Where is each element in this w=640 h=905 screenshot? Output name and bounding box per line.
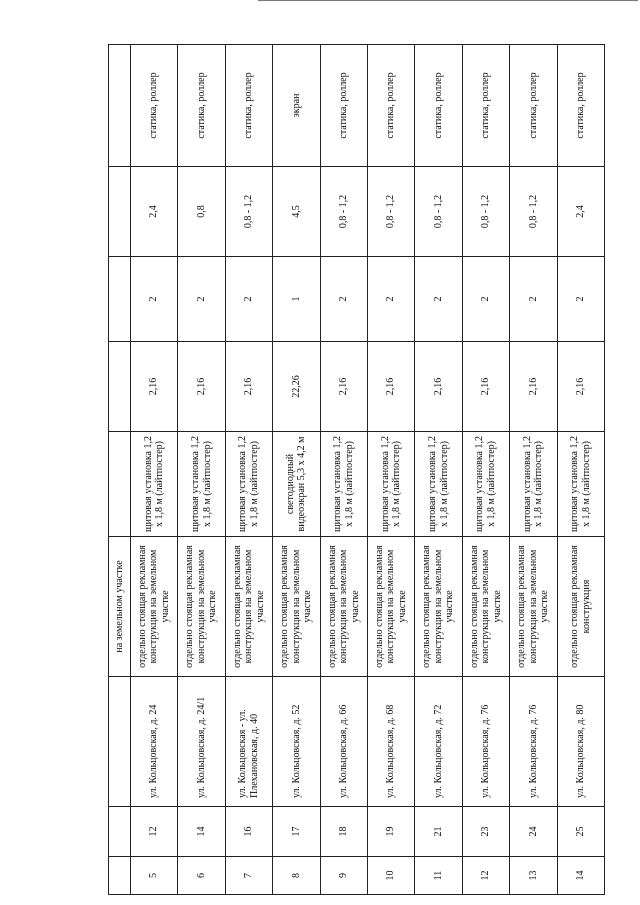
table-row — [225, 45, 272, 895]
table-row — [273, 45, 320, 895]
cell-address: ул. Кольцовская - ул. Плехановская, д. 40 — [225, 677, 272, 807]
cell-num: 16 — [225, 807, 272, 857]
cell-num: 12 — [131, 807, 178, 857]
cell-area: 2,16 — [462, 342, 509, 432]
cell-total — [109, 167, 131, 257]
cell-sides: 2 — [367, 257, 414, 342]
cell-n: 9 — [320, 857, 367, 895]
cell-address — [109, 677, 131, 807]
cell-placement: отдельно стоящая рекламная конструкция на земельном участке — [225, 537, 272, 677]
cell-total: 2,4 — [557, 167, 604, 257]
cell-total: 2,4 — [131, 167, 178, 257]
cell-type — [109, 432, 131, 537]
cell-sides: 2 — [415, 257, 462, 342]
cell-placement: отдельно стоящая рекламная конструкция на земельном участке — [273, 537, 320, 677]
cell-address: ул. Кольцовская, д. 72 — [415, 677, 462, 807]
cell-area: 2,16 — [510, 342, 557, 432]
cell-type: щитовая установка 1,2 х 1,8 м (лайтпостер) — [178, 432, 225, 537]
cell-type: щитовая установка 1,2 х 1,8 м (лайтпостер) — [462, 432, 509, 537]
cell-sides: 2 — [462, 257, 509, 342]
cell-n: 14 — [557, 857, 604, 895]
cell-tech: статика, роллер — [462, 45, 509, 167]
cell-type: щитовая установка 1,2 х 1,8 м (лайтпостер) — [367, 432, 414, 537]
table-row — [367, 45, 414, 895]
cell-n: 12 — [462, 857, 509, 895]
table-row — [462, 45, 509, 895]
cell-n: 10 — [367, 857, 414, 895]
table-row-fragment — [109, 45, 131, 895]
cell-area: 2,16 — [557, 342, 604, 432]
table-row — [320, 45, 367, 895]
cell-placement: отдельно стоящая рекламная конструкция на земельном участке — [415, 537, 462, 677]
cell-tech: статика, роллер — [510, 45, 557, 167]
cell-total: 0,8 - 1,2 — [320, 167, 367, 257]
cell-type: щитовая установка 1,2 х 1,8 м (лайтпостер) — [320, 432, 367, 537]
cell-address: ул. Кольцовская, д. 24 — [131, 677, 178, 807]
cell-n: 6 — [178, 857, 225, 895]
cell-tech — [109, 45, 131, 167]
cell-area: 2,16 — [178, 342, 225, 432]
advertising-structures-table — [108, 44, 605, 895]
cell-area: 2,16 — [367, 342, 414, 432]
cell-num: 21 — [415, 807, 462, 857]
cell-n — [109, 857, 131, 895]
cell-placement: отдельно стоящая рекламная конструкция на земельном участке — [320, 537, 367, 677]
cell-num: 19 — [367, 807, 414, 857]
cell-type: щитовая установка 1,2 х 1,8 м (лайтпостер) — [131, 432, 178, 537]
cell-num: 18 — [320, 807, 367, 857]
table-row — [131, 45, 178, 895]
cell-type: щитовая установка 1,2 х 1,8 м (лайтпостер) — [225, 432, 272, 537]
table-row — [415, 45, 462, 895]
cell-tech: статика, роллер — [367, 45, 414, 167]
cell-total: 4,5 — [273, 167, 320, 257]
cell-total: 0,8 - 1,2 — [415, 167, 462, 257]
cell-type: светодиодный видеоэкран 5,3 х 4,2 м — [273, 432, 320, 537]
cell-sides: 2 — [131, 257, 178, 342]
cell-tech: статика, роллер — [557, 45, 604, 167]
cell-total: 0,8 — [178, 167, 225, 257]
cell-tech: статика, роллер — [131, 45, 178, 167]
cell-num: 25 — [557, 807, 604, 857]
cell-total: 0,8 - 1,2 — [367, 167, 414, 257]
cell-area: 2,16 — [320, 342, 367, 432]
cell-type: щитовая установка 1,2 х 1,8 м (лайтпостер) — [415, 432, 462, 537]
cell-type: щитовая установка 1,2 х 1,8 м (лайтпостер) — [510, 432, 557, 537]
cell-address: ул. Кольцовская, д. 68 — [367, 677, 414, 807]
cell-tech: экран — [273, 45, 320, 167]
cell-placement: отдельно стоящая рекламная конструкция на земельном участке — [178, 537, 225, 677]
cell-type: щитовая установка 1,2 х 1,8 м (лайтпостер) — [557, 432, 604, 537]
cell-address: ул. Кольцовская, д. 80 — [557, 677, 604, 807]
table-row — [178, 45, 225, 895]
cell-area: 2,16 — [131, 342, 178, 432]
cell-sides: 2 — [320, 257, 367, 342]
cell-placement: отдельно стоящая рекламная конструкция — [557, 537, 604, 677]
cell-tech: статика, роллер — [225, 45, 272, 167]
cell-sides: 2 — [225, 257, 272, 342]
cell-n: 11 — [415, 857, 462, 895]
cell-sides: 2 — [510, 257, 557, 342]
cell-address: ул. Кольцовская, д. 52 — [273, 677, 320, 807]
cell-sides: 2 — [178, 257, 225, 342]
cell-sides: 1 — [273, 257, 320, 342]
cell-tech: статика, роллер — [178, 45, 225, 167]
cell-placement: отдельно стоящая рекламная конструкция на земельном участке — [510, 537, 557, 677]
cell-address: ул. Кольцовская, д. 24/1 — [178, 677, 225, 807]
scan-edge-line — [258, 0, 638, 1]
cell-sides — [109, 257, 131, 342]
cell-n: 5 — [131, 857, 178, 895]
cell-area: 2,16 — [225, 342, 272, 432]
cell-tech: статика, роллер — [415, 45, 462, 167]
cell-num: 17 — [273, 807, 320, 857]
cell-placement: отдельно стоящая рекламная конструкция на земельном участке — [367, 537, 414, 677]
table-row — [557, 45, 604, 895]
cell-address: ул. Кольцовская, д. 76 — [462, 677, 509, 807]
cell-placement: отдельно стоящая рекламная конструкция на земельном участке — [462, 537, 509, 677]
cell-area — [109, 342, 131, 432]
cell-address: ул. Кольцовская, д. 76 — [510, 677, 557, 807]
table-row — [510, 45, 557, 895]
cell-num — [109, 807, 131, 857]
cell-address: ул. Кольцовская, д. 66 — [320, 677, 367, 807]
cell-total: 0,8 - 1,2 — [462, 167, 509, 257]
cell-placement: отдельно стоящая рекламная конструкция на земельном участке — [131, 537, 178, 677]
cell-n: 8 — [273, 857, 320, 895]
cell-sides: 2 — [557, 257, 604, 342]
cell-tech: статика, роллер — [320, 45, 367, 167]
cell-area: 2,16 — [415, 342, 462, 432]
cell-total: 0,8 - 1,2 — [510, 167, 557, 257]
cell-total: 0,8 - 1,2 — [225, 167, 272, 257]
document-page — [108, 45, 604, 895]
cell-num: 23 — [462, 807, 509, 857]
cell-area: 22,26 — [273, 342, 320, 432]
cell-num: 24 — [510, 807, 557, 857]
cell-n: 13 — [510, 857, 557, 895]
cell-num: 14 — [178, 807, 225, 857]
cell-placement: на земельном участке — [109, 537, 131, 677]
rotated-table-container — [108, 45, 604, 895]
cell-n: 7 — [225, 857, 272, 895]
